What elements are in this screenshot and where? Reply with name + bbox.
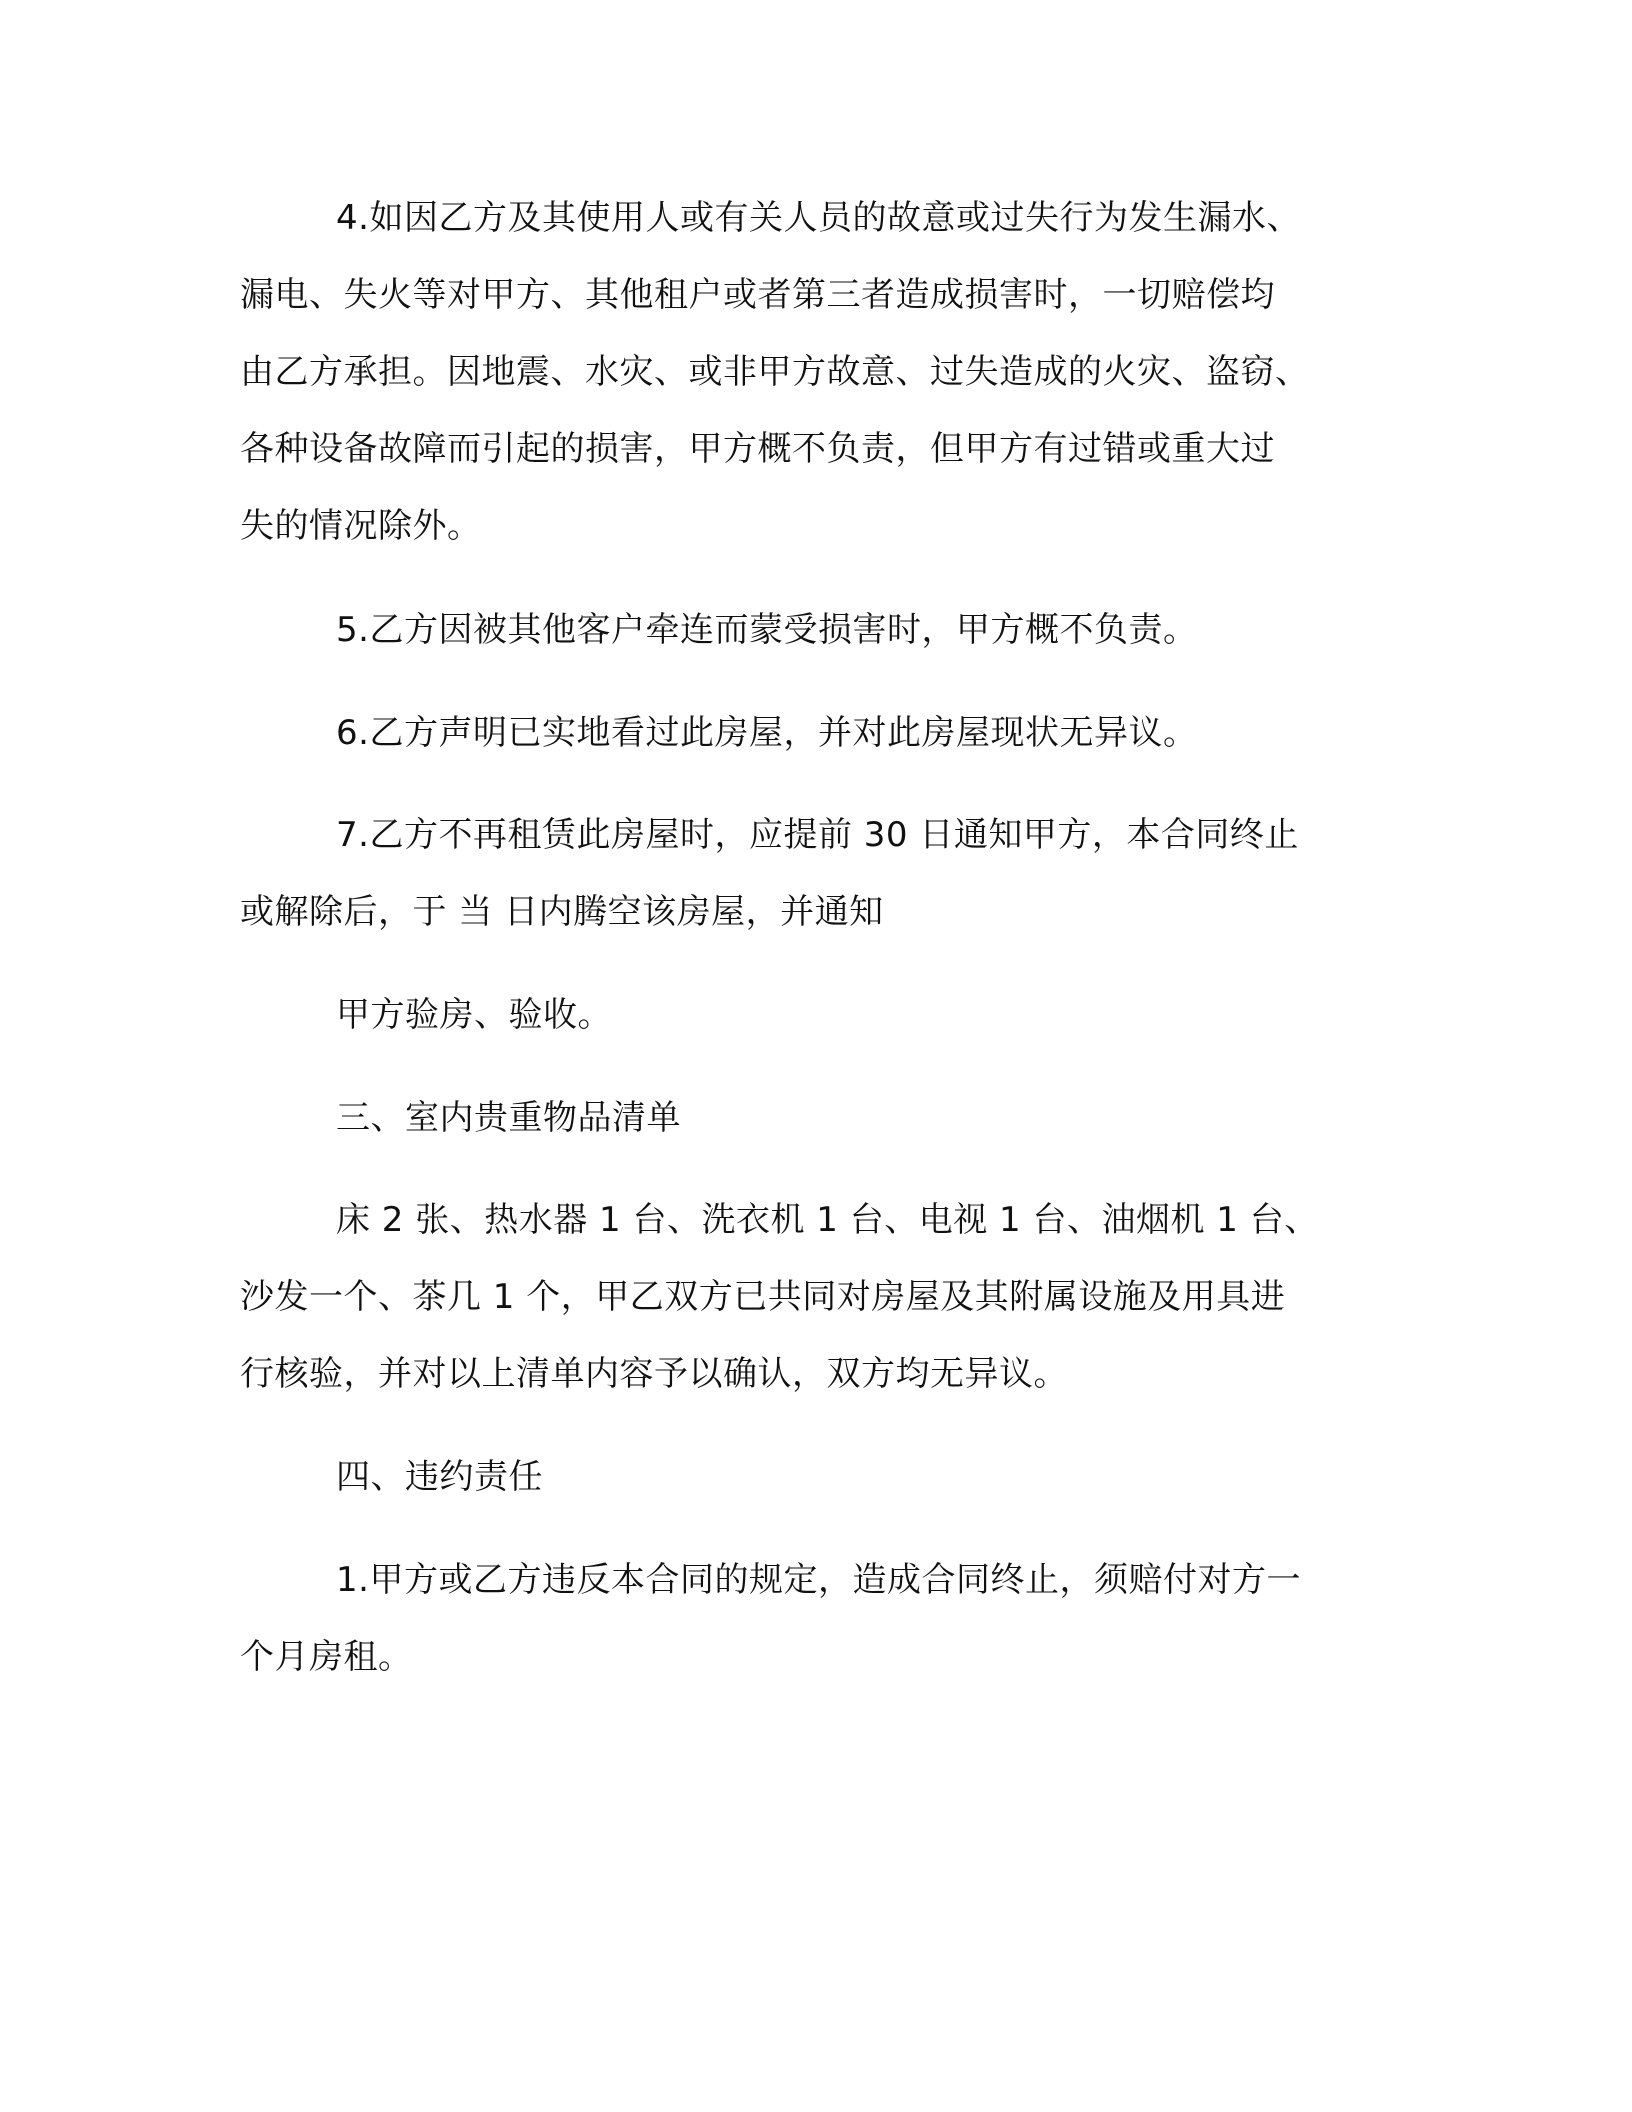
text-line: 漏电、失火等对甲方、其他租户或者第三者造成损害时，一切赔偿均 bbox=[240, 275, 1275, 315]
clause-7-continuation bbox=[240, 977, 1400, 1054]
clause-4-paragraph bbox=[240, 180, 1400, 565]
text-line: 7.乙方不再租赁此房屋时，应提前 30 日通知甲方，本合同终止 bbox=[336, 815, 1299, 855]
text-line: 由乙方承担。因地震、水灾、或非甲方故意、过失造成的火灾、盗窃、 bbox=[240, 352, 1310, 392]
section-4-heading bbox=[240, 1439, 1400, 1516]
heading-text: 三、室内贵重物品清单 bbox=[336, 1098, 681, 1138]
text-line: 或解除后，于 当 日内腾空该房屋，并通知 bbox=[240, 892, 884, 932]
text-line: 1.甲方或乙方违反本合同的规定，造成合同终止，须赔付对方一 bbox=[336, 1560, 1301, 1600]
text-line: 6.乙方声明已实地看过此房屋，并对此房屋现状无异议。 bbox=[336, 713, 1198, 753]
text-line: 4.如因乙方及其使用人或有关人员的故意或过失行为发生漏水、 bbox=[336, 198, 1301, 238]
heading-text: 四、违约责任 bbox=[336, 1457, 543, 1497]
text-line: 甲方验房、验收。 bbox=[336, 995, 612, 1035]
clause-6-paragraph bbox=[240, 695, 1400, 772]
clause-5-paragraph bbox=[240, 592, 1400, 669]
text-line: 失的情况除外。 bbox=[240, 506, 482, 546]
text-line: 5.乙方因被其他客户牵连而蒙受损害时，甲方概不负责。 bbox=[336, 610, 1198, 650]
text-line: 沙发一个、茶几 1 个，甲乙双方已共同对房屋及其附属设施及用具进 bbox=[240, 1277, 1286, 1317]
text-line: 床 2 张、热水器 1 台、洗衣机 1 台、电视 1 台、油烟机 1 台、 bbox=[336, 1200, 1319, 1240]
clause-7-paragraph bbox=[240, 797, 1400, 951]
breach-1-paragraph bbox=[240, 1542, 1400, 1696]
section-3-heading bbox=[240, 1080, 1400, 1157]
text-line: 各种设备故障而引起的损害，甲方概不负责，但甲方有过错或重大过 bbox=[240, 429, 1275, 469]
inventory-paragraph bbox=[240, 1182, 1400, 1413]
text-line: 个月房租。 bbox=[240, 1637, 413, 1677]
text-line: 行核验，并对以上清单内容予以确认，双方均无异议。 bbox=[240, 1354, 1068, 1394]
